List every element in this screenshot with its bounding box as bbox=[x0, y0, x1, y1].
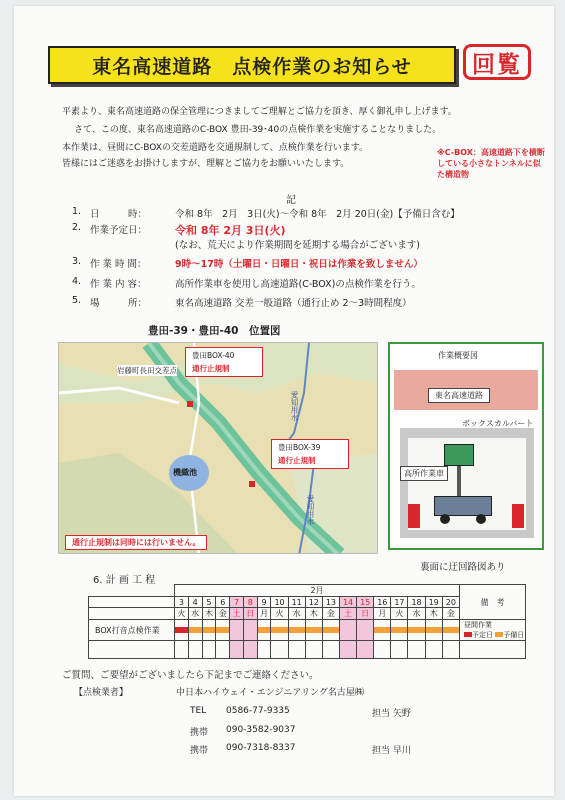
box39-callout: 豊田BOX-39 通行止規制 bbox=[271, 439, 349, 469]
day-cell: 18 bbox=[408, 597, 425, 608]
day-cell: 5 bbox=[202, 597, 216, 608]
empty-cell bbox=[175, 641, 189, 659]
legend-planned-swatch bbox=[464, 632, 472, 637]
reserve-bar bbox=[306, 627, 322, 633]
weekday-cell: 日 bbox=[243, 608, 257, 620]
reserve-bar bbox=[426, 627, 442, 633]
inspector-basket bbox=[444, 444, 474, 466]
tel-number: 0586-77-9335 bbox=[226, 706, 290, 716]
empty-cell bbox=[230, 641, 244, 659]
plan-title: 6. 計 画 工 程 bbox=[93, 575, 156, 586]
barrier-left bbox=[408, 504, 420, 528]
empty-cell bbox=[257, 641, 271, 659]
reserve-bar bbox=[271, 627, 287, 633]
intro-line-4: 皆様にはご迷惑をお掛けしますが、理解とご協力をお願いいたします。 bbox=[62, 159, 350, 169]
day-cell: 11 bbox=[288, 597, 305, 608]
barrier-right bbox=[512, 504, 524, 528]
reserve-bar bbox=[203, 627, 216, 633]
lift-arm bbox=[457, 466, 461, 498]
cbox-note: ※C-BOX：高速道路下を横断している小さなトンネルに似た構造物 bbox=[437, 148, 545, 179]
detour-note: 裏面に迂回路図あり bbox=[420, 562, 506, 573]
diagram-vehicle: 高所作業車 bbox=[400, 466, 448, 481]
reserve-bar bbox=[216, 627, 229, 633]
weekday-cell: 日 bbox=[357, 608, 374, 620]
day-cell: 12 bbox=[305, 597, 322, 608]
empty-cell bbox=[425, 641, 442, 659]
task-cell bbox=[243, 620, 257, 641]
day-cell: 19 bbox=[425, 597, 442, 608]
empty-cell bbox=[339, 641, 356, 659]
empty-cell bbox=[216, 641, 230, 659]
day-cell: 9 bbox=[257, 597, 271, 608]
remarks-header: 備 考 bbox=[460, 585, 526, 620]
reserve-bar bbox=[374, 627, 390, 633]
weekday-cell: 木 bbox=[305, 608, 322, 620]
month-row bbox=[89, 585, 526, 597]
reserve-bar bbox=[258, 627, 271, 633]
task-cell bbox=[339, 620, 356, 641]
vehicle-body bbox=[434, 496, 492, 516]
weekday-cell: 金 bbox=[322, 608, 339, 620]
reserve-bar bbox=[443, 627, 459, 633]
empty-cell bbox=[288, 641, 305, 659]
weekday-cell: 水 bbox=[408, 608, 425, 620]
empty-cell bbox=[357, 641, 374, 659]
intro-line-3: 本作業は、昼間にC-BOXの交差道路を交通規制して、点検作業を行います。 bbox=[62, 143, 369, 153]
wheel-left bbox=[440, 514, 450, 524]
empty-cell bbox=[408, 641, 425, 659]
reserve-bar bbox=[408, 627, 424, 633]
task-cell bbox=[305, 620, 322, 641]
empty-cell bbox=[322, 641, 339, 659]
task-name: BOX打音点検作業 bbox=[89, 620, 175, 641]
page-title: 東名高速道路 点検作業のお知らせ bbox=[48, 46, 456, 84]
canal-label-2: 愛知用水 bbox=[306, 495, 315, 525]
empty-cell bbox=[442, 641, 459, 659]
day-cell: 13 bbox=[322, 597, 339, 608]
empty-cell bbox=[271, 641, 288, 659]
pond-label: 機織池 bbox=[173, 468, 197, 477]
task-cell bbox=[257, 620, 271, 641]
empty-cell bbox=[243, 641, 257, 659]
weekday-cell: 木 bbox=[425, 608, 442, 620]
company-name: 中日本ハイウェイ・エンジニアリング名古屋㈱ bbox=[176, 688, 364, 698]
day-cell: 6 bbox=[216, 597, 230, 608]
intro-line-2: さて、この度、東名高速道路のC-BOX 豊田-39･40の点検作業を実施することなりました。 bbox=[74, 125, 442, 135]
day-cell: 16 bbox=[374, 597, 391, 608]
task-cell bbox=[216, 620, 230, 641]
planned-bar bbox=[175, 627, 188, 633]
ki-heading: 記 bbox=[286, 195, 296, 206]
mobile-label-1: 携帯 bbox=[190, 728, 209, 738]
task-cell bbox=[322, 620, 339, 641]
task-cell bbox=[408, 620, 425, 641]
diagram-title: 作業概要図 bbox=[438, 351, 478, 360]
reserve-bar bbox=[289, 627, 305, 633]
legend-day: 昼間作業 bbox=[464, 621, 492, 629]
weekday-cell: 月 bbox=[374, 608, 391, 620]
day-cell: 4 bbox=[188, 597, 202, 608]
legend-cell bbox=[460, 620, 526, 641]
empty-row bbox=[89, 641, 526, 659]
diagram-culvert: ボックスカルバート bbox=[462, 419, 534, 428]
day-cell: 7 bbox=[230, 597, 244, 608]
empty-cell bbox=[202, 641, 216, 659]
tel-person: 担当 矢野 bbox=[372, 709, 411, 719]
day-cell: 17 bbox=[391, 597, 408, 608]
map-warning: 通行止規制は同時には行いません。 bbox=[65, 535, 207, 550]
schedule-table bbox=[88, 584, 526, 659]
weekday-cell: 金 bbox=[216, 608, 230, 620]
weekday-cell: 水 bbox=[188, 608, 202, 620]
weekday-cell: 木 bbox=[202, 608, 216, 620]
reserve-bar bbox=[189, 627, 202, 633]
mobile-number-2: 090-7318-8337 bbox=[226, 743, 296, 753]
mobile-person: 担当 早川 bbox=[372, 746, 411, 756]
contact-question: ご質問、ご要望がございましたら下記までご連絡ください。 bbox=[62, 670, 319, 681]
day-cell: 20 bbox=[442, 597, 459, 608]
intro-line-1: 平素より、東名高速道路の保全管理につきましてご理解とご協力を頂き、厚く御礼申し上げます。 bbox=[62, 107, 457, 117]
weekday-cell: 土 bbox=[339, 608, 356, 620]
map-title: 豊田-39・豊田-40 位置図 bbox=[148, 325, 281, 337]
wheel-right bbox=[476, 514, 486, 524]
weekday-cell: 月 bbox=[257, 608, 271, 620]
inspector-label: 【点検業者】 bbox=[74, 688, 129, 698]
task-cell bbox=[175, 620, 189, 641]
empty-cell bbox=[374, 641, 391, 659]
task-cell bbox=[202, 620, 216, 641]
day-cell: 8 bbox=[243, 597, 257, 608]
intersection-label: 岩藤町長田交差点 bbox=[117, 366, 177, 375]
task-cell bbox=[271, 620, 288, 641]
legend-planned: 予定日 bbox=[472, 631, 493, 639]
task-cell bbox=[357, 620, 374, 641]
box40-callout: 豊田BOX-40 通行止規制 bbox=[185, 347, 263, 377]
day-cell: 15 bbox=[357, 597, 374, 608]
empty-cell bbox=[305, 641, 322, 659]
task-cell bbox=[425, 620, 442, 641]
day-cell: 14 bbox=[339, 597, 356, 608]
day-cell: 10 bbox=[271, 597, 288, 608]
day-cell: 3 bbox=[175, 597, 189, 608]
weekday-cell: 土 bbox=[230, 608, 244, 620]
diagram-road: 東名高速道路 bbox=[428, 388, 490, 403]
weekday-cell: 火 bbox=[175, 608, 189, 620]
legend-reserve: 予備日 bbox=[503, 631, 525, 639]
reserve-bar bbox=[391, 627, 407, 633]
reserve-bar bbox=[323, 627, 339, 633]
mobile-label-2: 携帯 bbox=[190, 746, 209, 756]
month-cell: 2月 bbox=[175, 585, 460, 597]
task-cell bbox=[188, 620, 202, 641]
task-cell bbox=[391, 620, 408, 641]
mobile-number-1: 090-3582-9037 bbox=[226, 725, 296, 735]
tel-label: TEL bbox=[190, 706, 207, 716]
weekday-cell: 火 bbox=[271, 608, 288, 620]
task-cell bbox=[230, 620, 244, 641]
empty-cell bbox=[391, 641, 408, 659]
task-cell bbox=[288, 620, 305, 641]
canal-label-1: 愛知用水 bbox=[290, 391, 299, 421]
circulate-stamp: 回覧 bbox=[463, 44, 531, 80]
weekday-cell: 火 bbox=[391, 608, 408, 620]
weekday-cell: 水 bbox=[288, 608, 305, 620]
weekday-cell: 金 bbox=[442, 608, 459, 620]
task-cell bbox=[374, 620, 391, 641]
task-row bbox=[89, 620, 526, 641]
work-diagram bbox=[388, 342, 544, 550]
empty-cell bbox=[188, 641, 202, 659]
location-map bbox=[58, 342, 378, 554]
task-cell bbox=[442, 620, 459, 641]
